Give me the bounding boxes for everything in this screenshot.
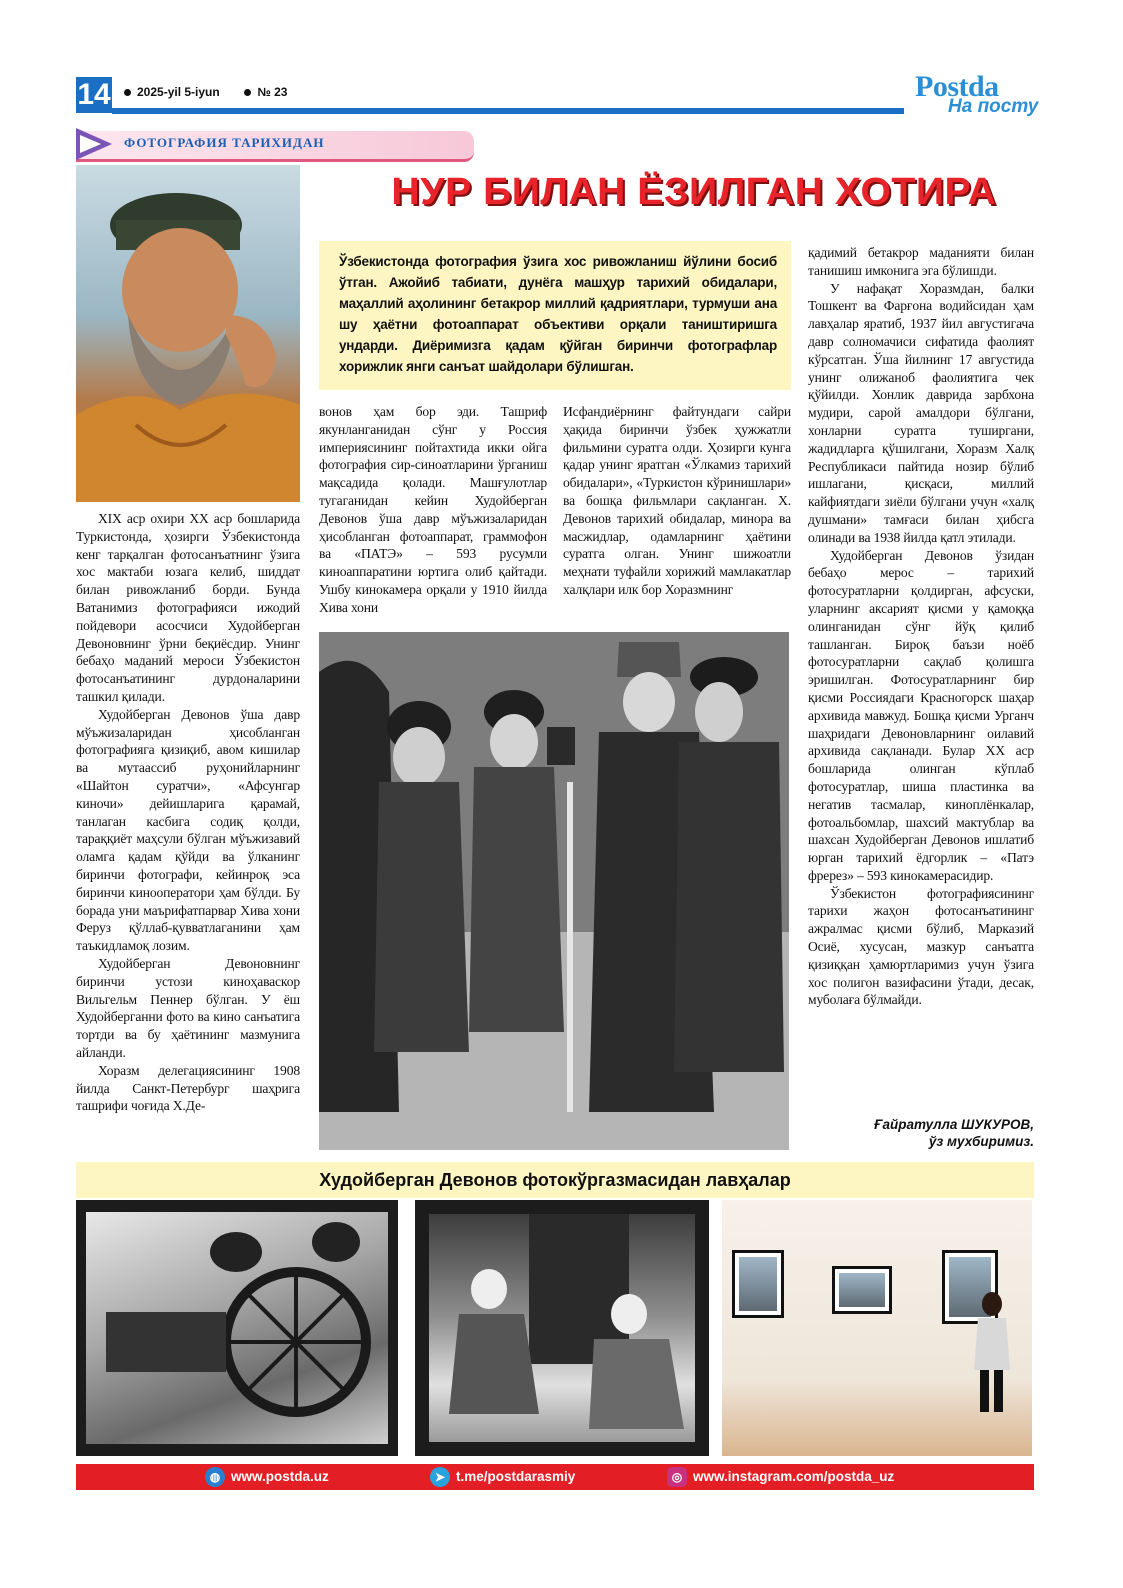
text-column-3: [563, 403, 791, 599]
framed-photo: [86, 1212, 388, 1444]
paragraph: Ўзбекистон фотографиясининг тарихи жаҳон фотосанъатининг ажралмас қисми бўлиб, Марказий Осиё, хусусан, мазкур санъатга қизиққан ҳамюртларимиз учун ўзига хос полигон вазифасини ўтади, десак, муболаға бўлмайди.: [808, 885, 1034, 1008]
byline-name: Ғайратулла ШУКУРОВ,: [874, 1117, 1034, 1132]
gallery-photo-1: [76, 1200, 398, 1456]
gallery-photo-3: [722, 1200, 1032, 1456]
text-column-1: [76, 510, 300, 1115]
headline: НУР БИЛАН ЁЗИЛГАН ХОТИРА: [391, 171, 997, 213]
bullet-icon: [244, 89, 251, 96]
text-column-2: [319, 403, 547, 617]
paragraph: Хоразм делегациясининг 1908 йилда Санкт-Петербург шаҳрига ташрифи чоғида Х.Де-: [76, 1062, 300, 1114]
logo-main: Postda: [915, 70, 999, 103]
paragraph: Худойберган Девонов ўша давр мўъжизаларидан ҳисобланган фотографияга қизиқиб, авом кишилар ва мутаассиб руҳонийларнинг «Шайтон суратчи», «Афсунгар киночи» дейишларига қарамай, танлаган касбига содиқ қолди, тараққиёт маҳсули бўлган мўъжизавий оламга қадам қўйди ва ўлканинг биринчи фотографи, кейинроқ эса биринчи кинооператори ҳам бўлди. Бу борада уни маърифатпарвар Хива хони Феруз қўллаб-қувватлаганини ҳам таъкидламоқ лозим.: [76, 706, 300, 954]
paragraph: XIX аср охири XX аср бошларида Туркистонда, ҳозирги Ўзбекистонда кенг тарқалган фотосанъатнинг ўзига хос мактаби юзага келиб, шиддат билан ривожланиб борди. Бунда Ватанимиз фотографияси ижодий пойдевори асосчиси Худойберган Девоновнинг ўрни беқиёсдир. Унинг бебаҳо маданий мероси Ўзбекистон фотосанъатининг дурдоналарини ташкил қилади.: [76, 511, 300, 704]
framed-photo: [429, 1214, 695, 1442]
instagram-icon: ◎: [667, 1467, 687, 1487]
footer-website[interactable]: [205, 1464, 329, 1490]
globe-icon: ◍: [205, 1467, 225, 1487]
wall-picture: [832, 1266, 892, 1314]
bullet-icon: [124, 89, 131, 96]
gallery-photo-2: [415, 1200, 709, 1456]
gallery-title: Худойберган Девонов фотокўргазмасидан лавҳалар: [319, 1170, 791, 1190]
paragraph: Исфандиёрнинг файтундаги сайри ҳақида биринчи ўзбек ҳужжатли фильмини суратга олди. Ҳозирги кунга қадар унинг яратган «Ўлкамиз тарихий обидалари», «Туркистон кўринишлари» ва бошқа фильмлари сақланган. Х. Девонов тарихий обидалар, минора ва масжидлар, одамларнинг ҳаётини суратга олган. Унинг шижоатли меҳнати туфайли хорижий мамлакатлар халқлари илк бор Хоразмнинг: [563, 404, 791, 597]
telegram-link[interactable]: t.me/postdarasmiy: [456, 1469, 576, 1484]
header-rule: [112, 108, 904, 114]
paragraph: вонов ҳам бор эди. Ташриф якунланганидан сўнг у Россия империясининг пойтахтида икки ойга фотография сир-синоатларини ўрганиш мақсадида қолади. Машғулотлар тугаганидан кейин Худойберган Девонов ўша давр мўъжизаларидан ҳисобланган фотоаппарат, граммофон ва «ПАТЭ» – 593 русумли киноаппаратини юртига олиб қайтади. Ушбу кинокамера орқали у 1910 йилда Хива хони: [319, 404, 547, 615]
telegram-icon: ➤: [430, 1467, 450, 1487]
website-link[interactable]: www.postda.uz: [231, 1469, 329, 1484]
triangle-inner-icon: [80, 135, 101, 153]
issue-date: 2025-yil 5-iyun: [137, 85, 220, 99]
issue-meta: [124, 85, 287, 99]
visitor-figure: [970, 1290, 1012, 1415]
cart-wheel-illustration: [86, 1212, 388, 1444]
section-label: ФОТОГРАФИЯ ТАРИХИДАН: [124, 135, 325, 150]
portrait-photo: [76, 165, 300, 502]
craftswomen-illustration: [429, 1214, 695, 1442]
byline-role: ўз мухбиримиз.: [928, 1134, 1034, 1149]
portrait-illustration: [76, 165, 300, 502]
paragraph: Худойберган Девонов ўзидан бебаҳо мерос – тарихий фотосуратларни қолдирган, афсуски, уларнинг аксарият қисми у қамоққа олинганидан сўнг йўқ қилиб ташланган. Бироқ баъзи ноёб фотосуратларни сақлаб қолишга эришилган. Фотосуратларнинг бир қисми Россиядаги Красногорск шаҳар архивида мавжуд. Бошқа қисми Урганч шаҳридаги Девоновларнинг оилавий архивида сақланади. Булар XX аср бошларида олинган кўплаб фотосуратлар, шиша пластинка ва негатив тасмалар, киноплёнкалар, фотоальбомлар, шахсий мактублар ва шахсан Худойберган Девонов ишлатиб юрган тарихий ёдгорлик – «Патэ фререз» – 593 кинокамерасидир.: [808, 547, 1034, 883]
page-number: 14: [77, 78, 111, 111]
lead-paragraph: Ўзбекистонда фотография ўзига хос ривожланиш йўлини босиб ўтган. Ажойиб табиати, дунёга машҳур тарихий обидалари, маҳаллий аҳолининг бетакрор миллий қадриятлари, турмуши ана шу ҳаётни фотоаппарат объективи орқали таништиришга ундарди. Диёримизга қадам қўйган биринчи фотографлар хорижлик янги санъат шайдолари бўлишган.: [319, 241, 791, 390]
paragraph: У нафақат Хоразмдан, балки Тошкент ва Фарғона водийсидан ҳам лавҳалар яратиб, 1937 йил августигача давр солномачиси сифатида фаолият кўрсатган. Ўша йилнинг 17 августида унинг олижаноб фаолиятига чек қўйилди. Хонлик даврида зарбхона мудири, сарой амалдори бўлгани, хонларни суратга туширгани, жадидларга қўшилгани, Хоразм Халқ Республикаси пайтида нозир бўлиб ишлагани, қисқаси, миллий кайфиятдаги зиёли бўлгани учун «халқ душмани» тамғаси билан ҳибсга олинади ва 1938 йилда қатл этилади.: [808, 280, 1034, 545]
paragraph: қадимий бетакрор маданияти билан танишиш имконига эга бўлишди.: [808, 245, 1034, 278]
issue-number: № 23: [257, 85, 288, 99]
footer-telegram[interactable]: [430, 1464, 575, 1490]
paragraph: Худойберган Девоновнинг биринчи устози киноҳаваскор Вильгельм Пеннер бўлган. У ёш Худойберганни фото ва кино санъатига тортди ва бу ҳаётининг мазмунига айланди.: [76, 955, 300, 1060]
instagram-link[interactable]: www.instagram.com/postda_uz: [693, 1469, 895, 1484]
byline: [840, 1116, 1034, 1150]
group-photo-illustration: [319, 632, 789, 1150]
logo-sub: На посту: [948, 96, 1039, 117]
text-column-4: [808, 244, 1034, 1009]
footer-instagram[interactable]: [667, 1464, 894, 1490]
wall-picture: [732, 1250, 784, 1318]
main-historical-photo: [319, 632, 789, 1150]
